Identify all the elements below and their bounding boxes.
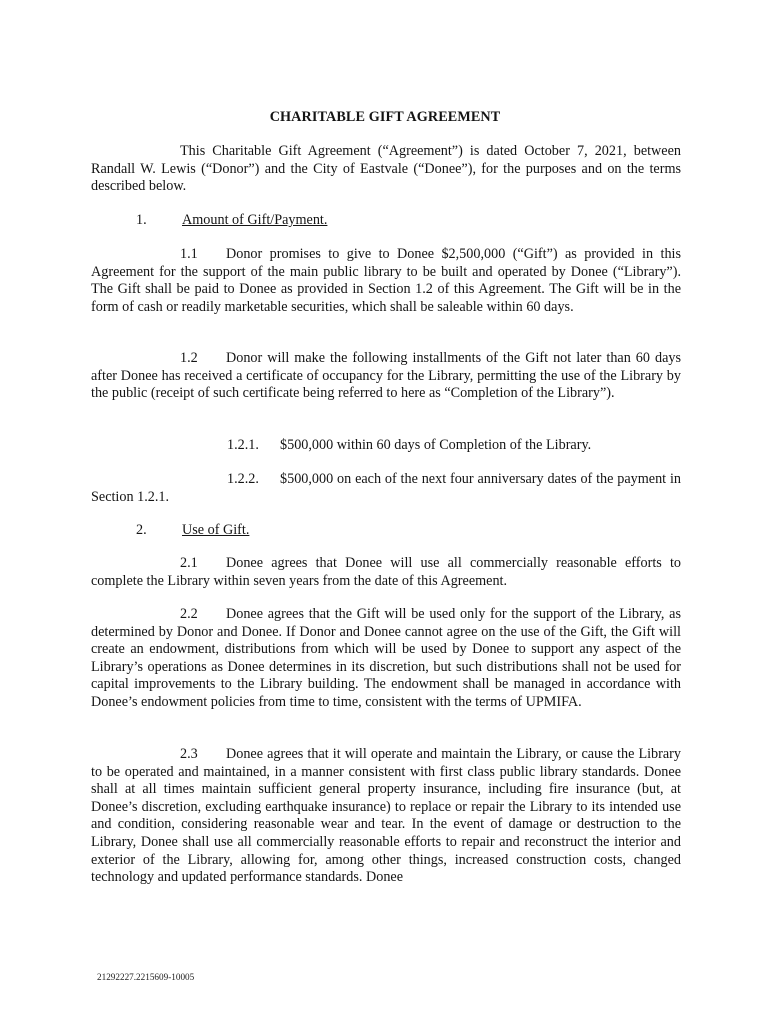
section-1-number: 1. — [136, 212, 147, 228]
section-1-1 — [91, 246, 681, 316]
section-2-2-text: Donee agrees that the Gift will be used only for the support of the Library, as determined by Donor and Donee. If Donor and Donee cannot agree on the use of the Gift, the Gift will create an endowment, distributions from which will be used by Donee to support any aspect of the Library’s operations as Donee determines in its discretion, but such distributions shall not be used for capital improvements to the Library building. The endowment shall be managed in accordance with Donee’s endowment policies from time to time, consistent with the terms of UPMIFA. — [91, 606, 681, 710]
section-2-1-number: 2.1 — [180, 555, 198, 571]
section-2-1-text: Donee agrees that Donee will use all commercially reasonable efforts to complete the Library within seven years from the date of this Agreement. — [91, 555, 681, 589]
section-1-2-2-number: 1.2.2. — [227, 471, 259, 487]
section-2-3-text: Donee agrees that it will operate and maintain the Library, or cause the Library to be operated and maintained, in a manner consistent with first class public library standards. Donee shall at all times maintain sufficient general property insurance, including fire insurance (but, at Donee’s discretion, excluding earthquake insurance) to replace or repair the Library to its intended use and condition, considering reasonable wear and tear. In the event of damage or destruction to the Library, Donee shall use all commercially reasonable efforts to repair and reconstruct the interior and exterior of the Library, allowing for, among other things, increased construction costs, changed technology and updated performance standards. Donee — [91, 746, 681, 886]
section-1-heading — [91, 212, 681, 230]
document-title: CHARITABLE GIFT AGREEMENT — [269, 109, 501, 125]
section-1-2-1-number: 1.2.1. — [227, 437, 259, 453]
section-1-2-text: Donor will make the following installments of the Gift not later than 60 days after Donee has received a certificate of occupancy for the Library, permitting the use of the Library by the public (receipt of such certificate being referred to here as “Completion of the Library”). — [91, 350, 681, 402]
section-1-2-2 — [91, 471, 681, 506]
section-1-2-1 — [91, 437, 681, 455]
section-1-2-number: 1.2 — [180, 350, 198, 366]
section-1-1-text: Donor promises to give to Donee $2,500,000 (“Gift”) as provided in this Agreement for the support of the main public library to be built and operated by Donee (“Library”). The Gift shall be paid to Donee as provided in Section 1.2 of this Agreement. The Gift will be in the form of cash or readily marketable securities, which shall be saleable within 60 days. — [91, 246, 681, 315]
section-2-heading — [91, 522, 681, 540]
section-1-1-number: 1.1 — [180, 246, 198, 262]
section-1-2 — [91, 350, 681, 403]
section-2-3-number: 2.3 — [180, 746, 198, 762]
section-2-1 — [91, 555, 681, 590]
section-2-number: 2. — [136, 522, 147, 538]
intro-text: This Charitable Gift Agreement (“Agreement”) is dated October 7, 2021, between Randall W. Lewis (“Donor”) and the City of Eastvale (“Donee”), for the purposes and on the terms described below. — [91, 143, 681, 195]
section-1-2-2-text: $500,000 on each of the next four anniversary dates of the payment in Section 1.2.1. — [91, 471, 681, 505]
section-2-title: Use of Gift. — [182, 522, 250, 538]
section-2-3 — [91, 746, 681, 887]
section-2-2-number: 2.2 — [180, 606, 198, 622]
section-1-2-1-text: $500,000 within 60 days of Completion of the Library. — [280, 437, 592, 453]
section-2-2 — [91, 606, 681, 712]
intro-paragraph — [91, 143, 681, 196]
document-footer-id: 21292227.2215609-10005 — [97, 972, 195, 982]
section-1-title: Amount of Gift/Payment. — [182, 212, 328, 228]
